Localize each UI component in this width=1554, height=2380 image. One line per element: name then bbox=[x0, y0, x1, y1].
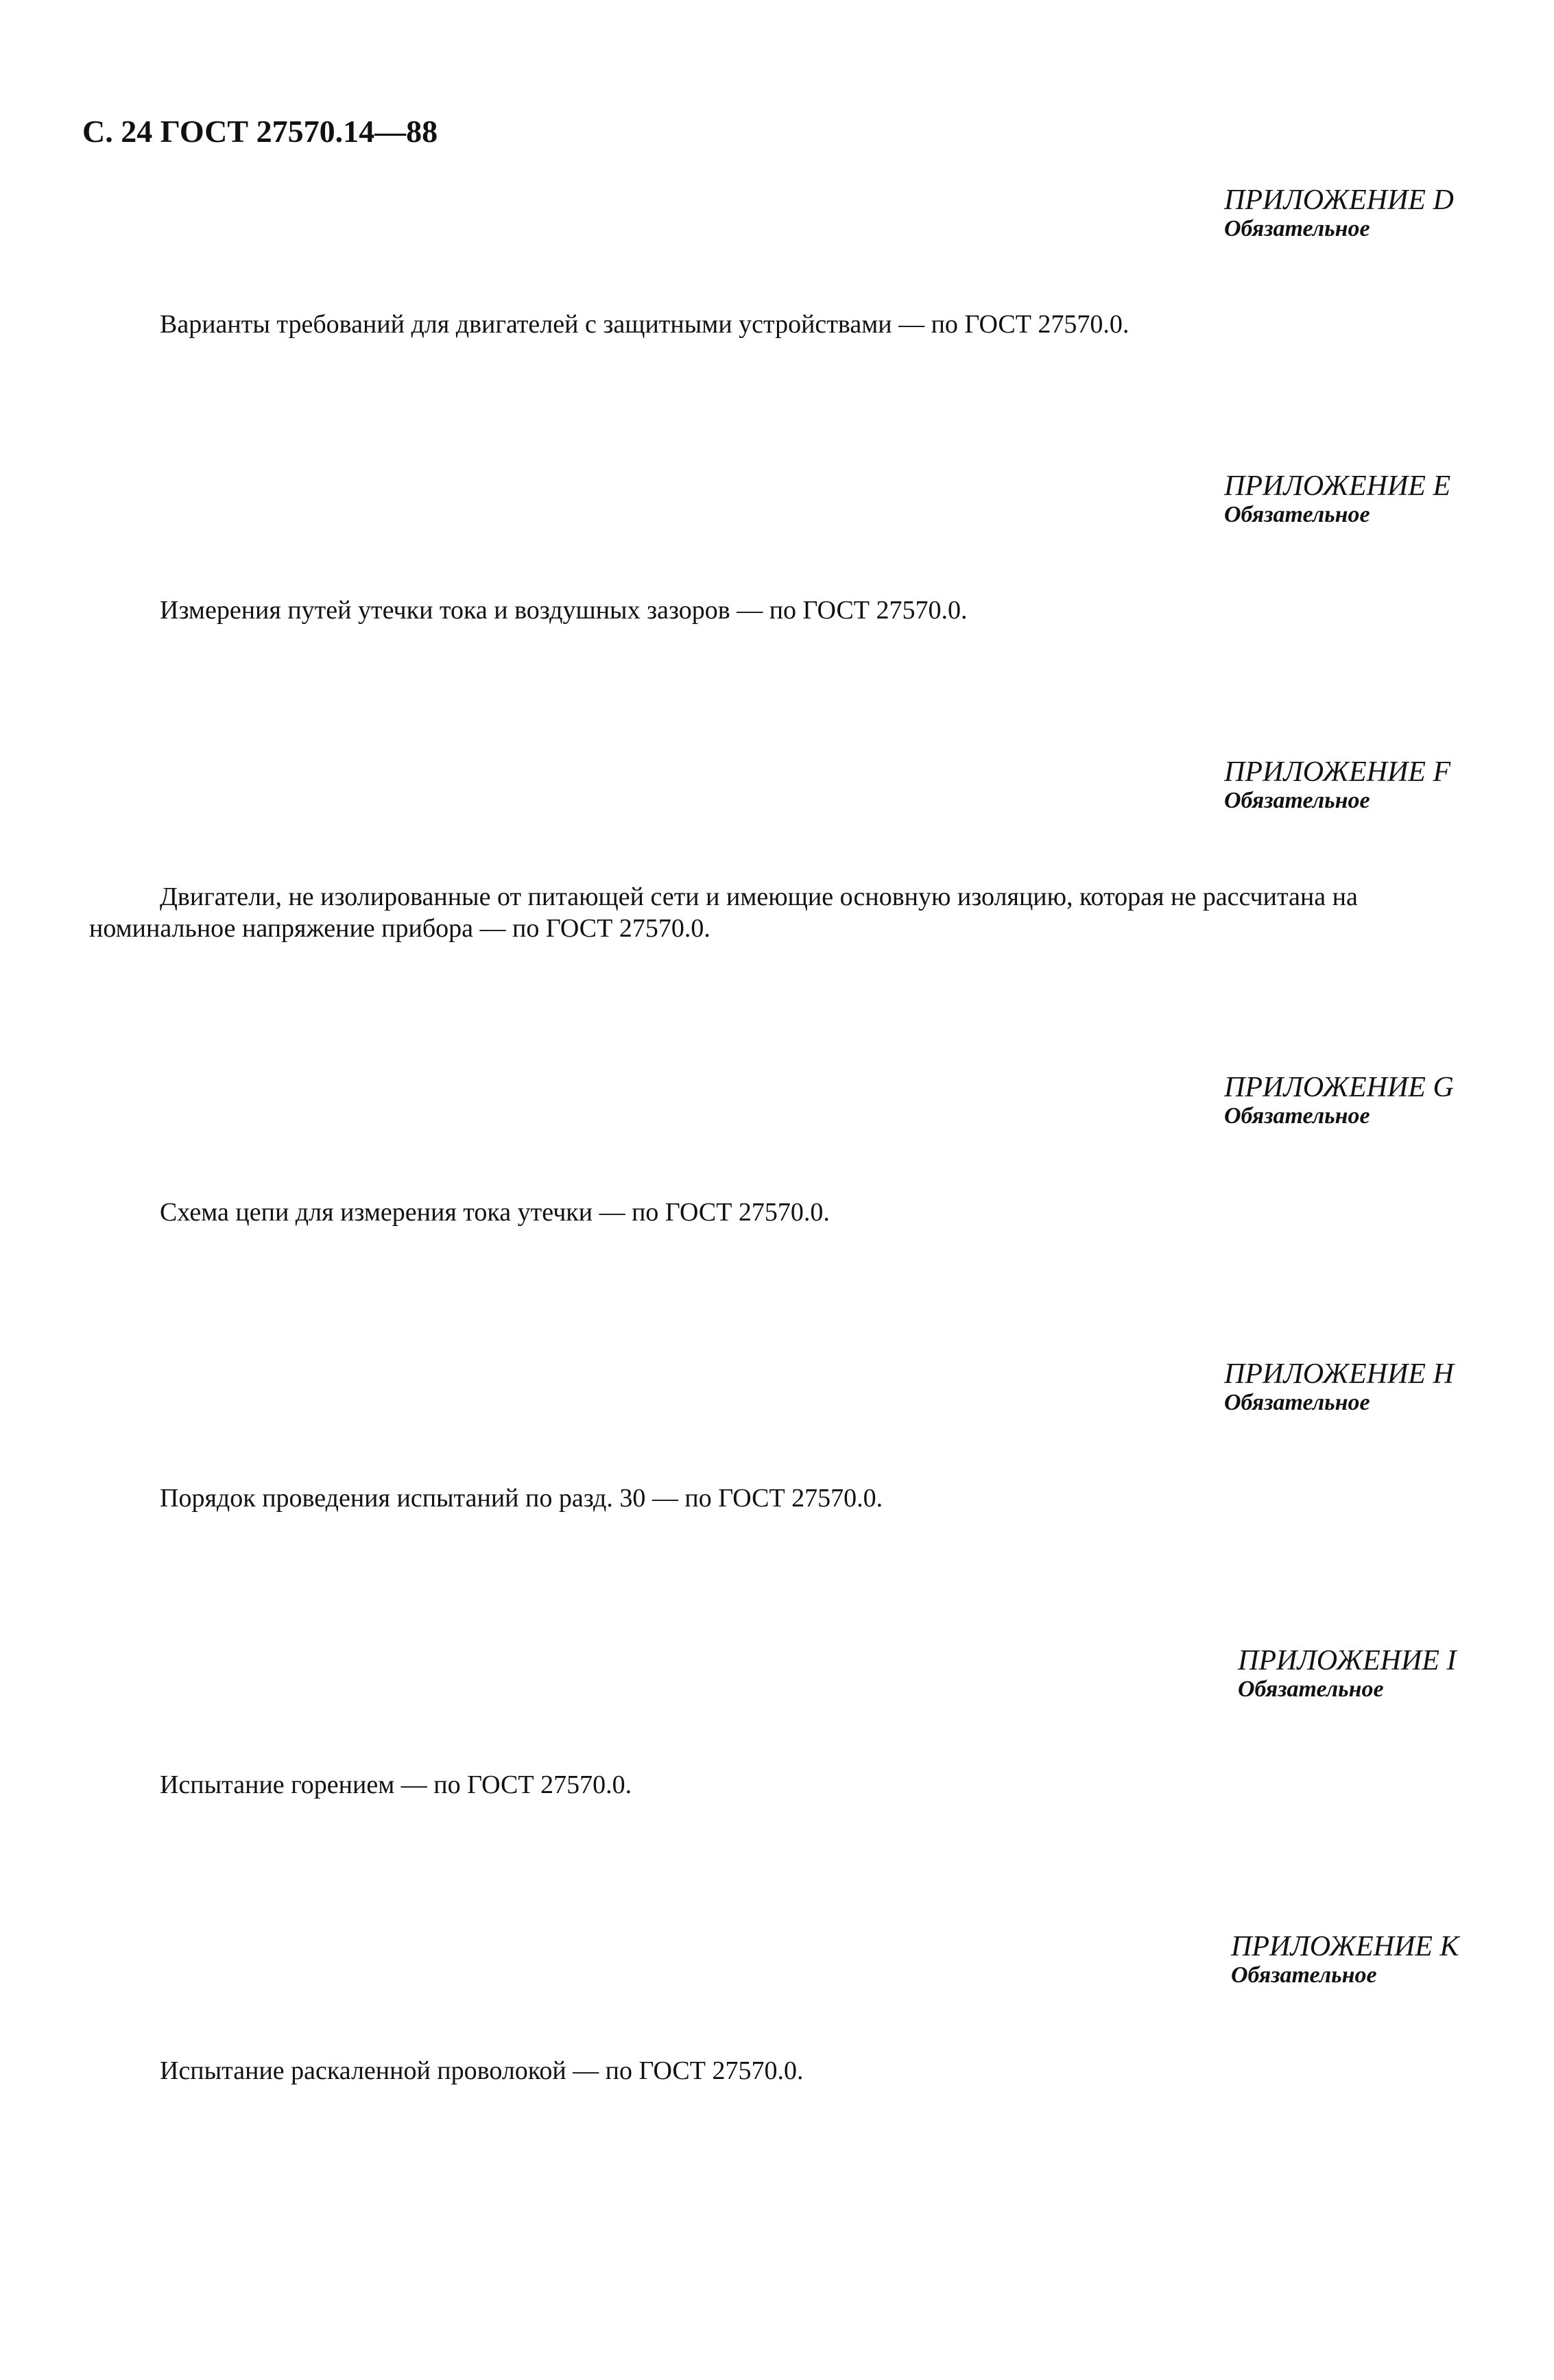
appendix-title: ПРИЛОЖЕНИЕ D bbox=[1224, 184, 1454, 216]
appendix-g-heading bbox=[1224, 1072, 1498, 1130]
appendix-f-heading bbox=[1224, 757, 1498, 815]
appendix-status: Обязательное bbox=[1224, 1390, 1370, 1415]
appendix-title: ПРИЛОЖЕНИЕ G bbox=[1224, 1072, 1454, 1103]
appendix-f-text: Двигатели, не изолированные от питающей сети и имеющие основную изоляцию, которая не рассчитана на номинальное напряжение прибора — по ГОСТ 27570.0. bbox=[89, 882, 1358, 943]
appendix-status: Обязательное bbox=[1224, 502, 1370, 527]
appendix-e-text: Измерения путей утечки тока и воздушных зазоров — по ГОСТ 27570.0. bbox=[160, 596, 968, 625]
appendix-status: Обязательное bbox=[1238, 1676, 1384, 1702]
appendix-g-text: Схема цепи для измерения тока утечки — по ГОСТ 27570.0. bbox=[160, 1198, 830, 1227]
appendix-h-text: Порядок проведения испытаний по разд. 30 — по ГОСТ 27570.0. bbox=[160, 1484, 883, 1513]
appendix-i-heading bbox=[1238, 1646, 1512, 1703]
appendix-k-text: Испытание раскаленной проволокой — по ГОСТ 27570.0. bbox=[160, 2056, 804, 2085]
appendix-status: Обязательное bbox=[1224, 1103, 1370, 1129]
appendix-status: Обязательное bbox=[1231, 1962, 1377, 1988]
appendix-h-heading bbox=[1224, 1359, 1498, 1417]
appendix-title: ПРИЛОЖЕНИЕ K bbox=[1231, 1931, 1459, 1962]
appendix-title: ПРИЛОЖЕНИЕ F bbox=[1224, 756, 1451, 788]
appendix-i-text: Испытание горением — по ГОСТ 27570.0. bbox=[160, 1770, 632, 1799]
appendix-title: ПРИЛОЖЕНИЕ H bbox=[1224, 1358, 1454, 1390]
appendix-status: Обязательное bbox=[1224, 788, 1370, 813]
appendix-d-text: Варианты требований для двигателей с защитными устройствами — по ГОСТ 27570.0. bbox=[160, 310, 1129, 339]
appendix-k-heading bbox=[1231, 1932, 1505, 1989]
appendix-d-heading bbox=[1224, 185, 1498, 243]
appendix-title: ПРИЛОЖЕНИЕ E bbox=[1224, 470, 1451, 502]
appendix-status: Обязательное bbox=[1224, 216, 1370, 241]
appendix-title: ПРИЛОЖЕНИЕ I bbox=[1238, 1645, 1457, 1676]
appendix-e-heading bbox=[1224, 471, 1498, 529]
page-header: С. 24 ГОСТ 27570.14—88 bbox=[82, 114, 438, 149]
